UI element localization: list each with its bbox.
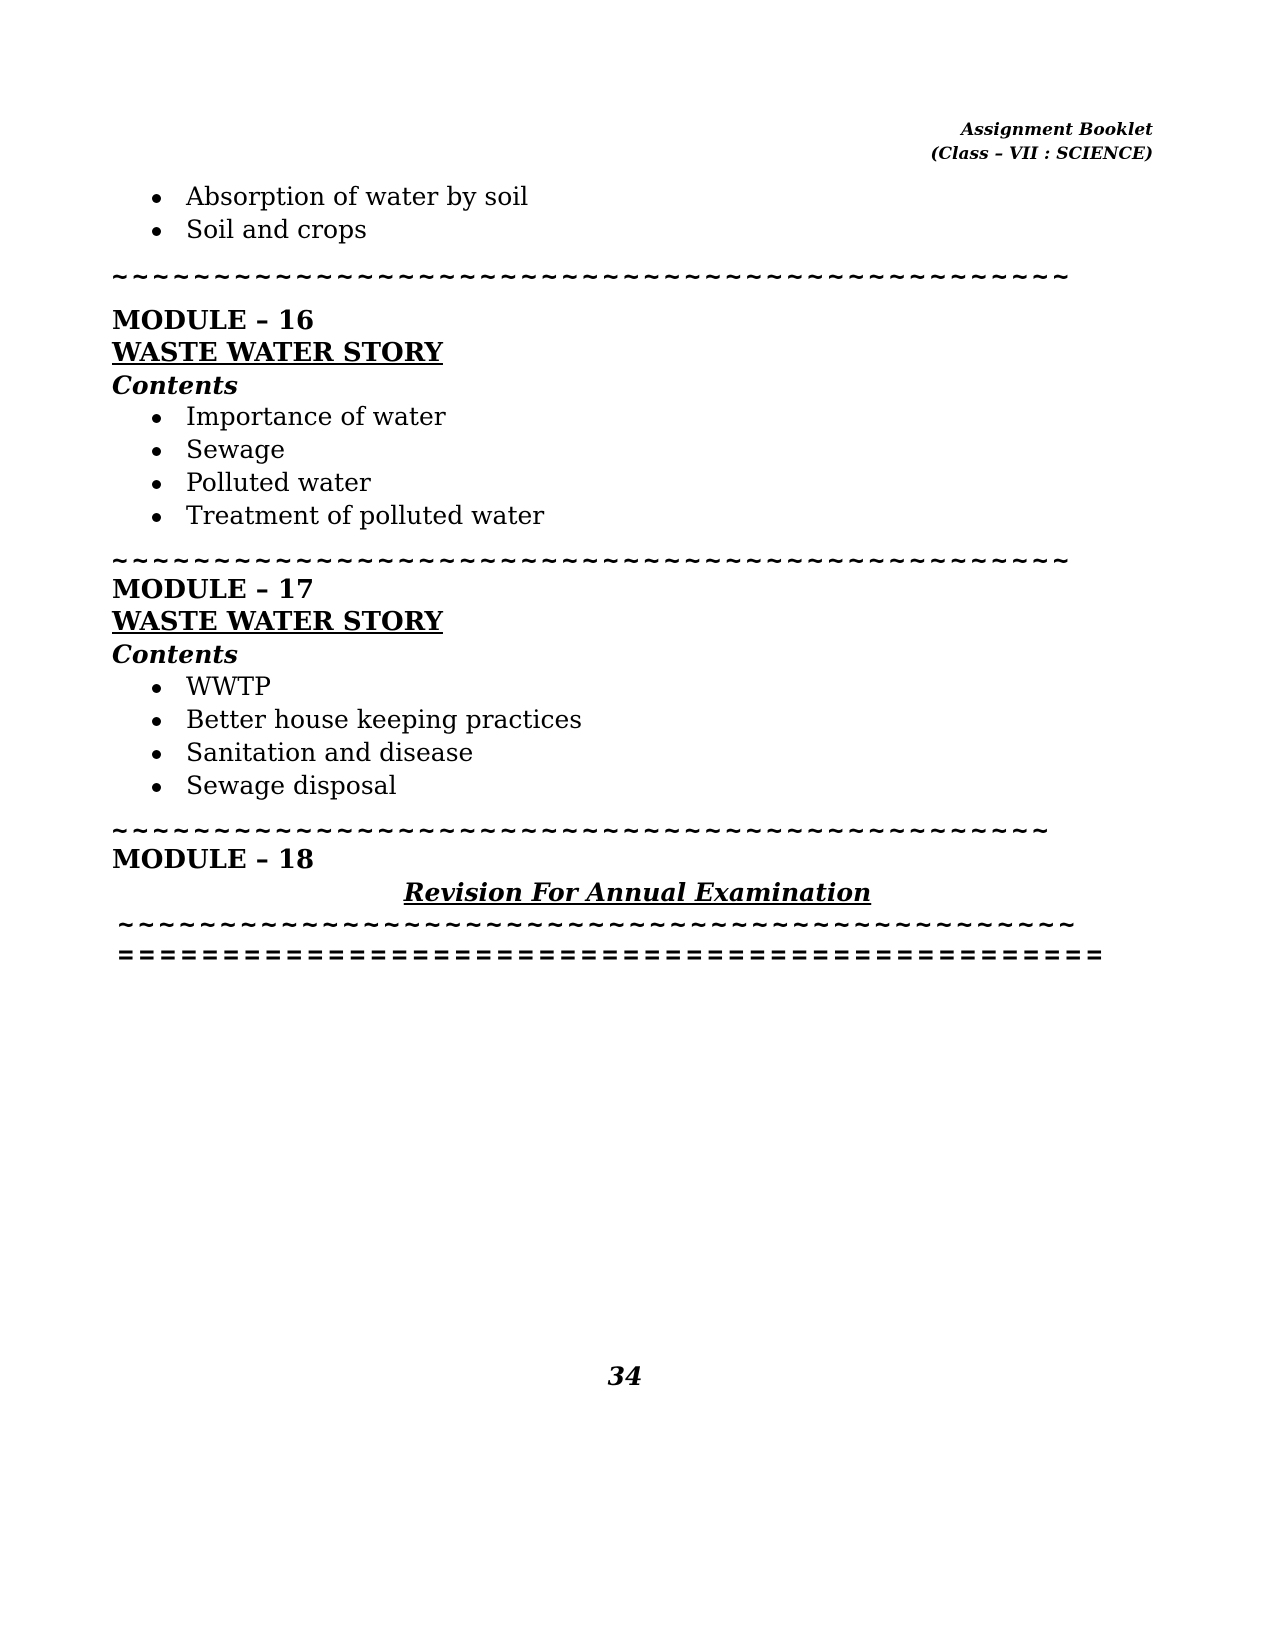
header-title: Assignment Booklet [961, 120, 1153, 140]
module-18-subtitle [0, 876, 1275, 909]
list-item: Sewage [112, 433, 544, 466]
module-17-contents-label: Contents [112, 640, 239, 669]
list-item: Sanitation and disease [112, 736, 582, 769]
bullet-icon [152, 480, 161, 489]
page-number: 34 [607, 1362, 643, 1391]
list-item: Sewage disposal [112, 769, 582, 802]
equals-separator: =============================================== [118, 940, 1108, 970]
module-16-subtitle: WASTE WATER STORY [112, 338, 443, 368]
bullet-icon [152, 684, 161, 693]
list-item: Soil and crops [112, 213, 528, 246]
list-item: Polluted water [112, 466, 544, 499]
module-17-title: MODULE – 17 [112, 575, 315, 605]
tilde-separator: ~~~~~~~~~~~~~~~~~~~~~~~~~~~~~~~~~~~~~~~~~~~~~~ [112, 816, 1053, 846]
tilde-separator: ~~~~~~~~~~~~~~~~~~~~~~~~~~~~~~~~~~~~~~~~~~~~~~~ [118, 910, 1080, 940]
header-class: (Class – VII : SCIENCE) [930, 144, 1153, 164]
list-item: Treatment of polluted water [112, 499, 544, 532]
bullet-icon [152, 750, 161, 759]
bullet-icon [152, 194, 161, 203]
module-16-title: MODULE – 16 [112, 306, 315, 336]
bullet-icon [152, 717, 161, 726]
module-17-list [112, 670, 582, 802]
list-item: WWTP [112, 670, 582, 703]
list-item: Absorption of water by soil [112, 180, 528, 213]
page-header [930, 118, 1153, 166]
top-list [112, 180, 528, 246]
tilde-separator: ~~~~~~~~~~~~~~~~~~~~~~~~~~~~~~~~~~~~~~~~~~~~~~~ [112, 262, 1074, 292]
bullet-icon [152, 447, 161, 456]
bullet-icon [152, 783, 161, 792]
bullet-icon [152, 513, 161, 522]
bullet-icon [152, 227, 161, 236]
list-item: Better house keeping practices [112, 703, 582, 736]
tilde-separator: ~~~~~~~~~~~~~~~~~~~~~~~~~~~~~~~~~~~~~~~~~~~~~~~ [112, 546, 1074, 576]
module-18-title: MODULE – 18 [112, 845, 315, 875]
revision-title: Revision For Annual Examination [403, 878, 872, 907]
module-16-contents-label: Contents [112, 371, 239, 400]
bullet-icon [152, 414, 161, 423]
module-17-subtitle: WASTE WATER STORY [112, 607, 443, 637]
list-item: Importance of water [112, 400, 544, 433]
module-16-list [112, 400, 544, 532]
